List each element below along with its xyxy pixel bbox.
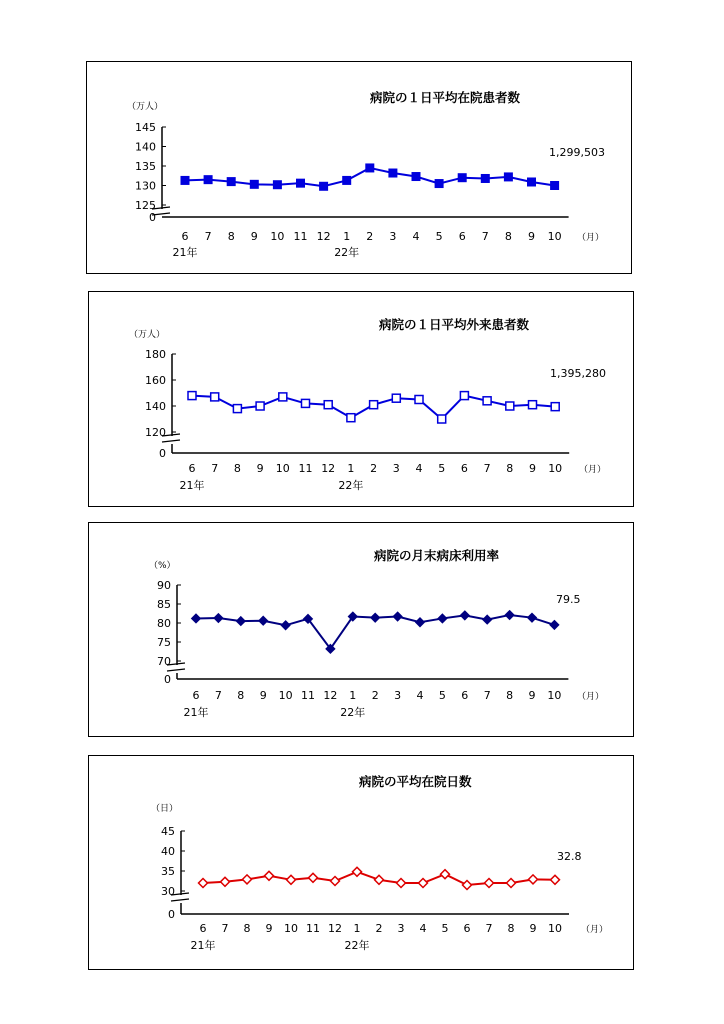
latest-value-label: 79.5 xyxy=(556,593,581,606)
y-unit-label: （万人） xyxy=(127,102,164,112)
data-point-marker xyxy=(221,877,230,886)
data-point-marker xyxy=(259,616,268,625)
data-point-marker xyxy=(347,414,355,422)
data-point-marker xyxy=(353,867,362,876)
x-tick-label: 8 xyxy=(506,689,514,702)
data-point-marker xyxy=(504,173,512,181)
x-unit-label: （月） xyxy=(577,233,605,243)
y-tick-label: 45 xyxy=(161,825,175,838)
y-tick-label: 180 xyxy=(145,348,166,361)
x-tick-label: 7 xyxy=(483,462,491,475)
data-point-marker xyxy=(214,614,223,623)
x-tick-label: 10 xyxy=(548,922,562,935)
year-label: 22年 xyxy=(338,479,364,492)
x-tick-label: 9 xyxy=(529,922,537,935)
year-label: 22年 xyxy=(344,939,370,952)
y-tick-label: 75 xyxy=(157,636,171,649)
x-tick-label: 7 xyxy=(214,689,222,702)
data-point-marker xyxy=(287,875,296,884)
data-point-marker xyxy=(551,403,559,411)
data-point-marker xyxy=(375,875,384,884)
x-tick-label: 4 xyxy=(412,230,420,243)
axis-break-mark xyxy=(162,440,180,442)
data-point-marker xyxy=(416,618,425,627)
x-tick-label: 11 xyxy=(301,689,315,702)
year-label: 21年 xyxy=(183,706,209,719)
x-tick-label: 9 xyxy=(259,689,267,702)
chart-panel-average-stay xyxy=(88,755,634,970)
x-tick-label: 6 xyxy=(463,922,471,935)
data-point-marker xyxy=(371,613,380,622)
data-point-marker xyxy=(483,397,491,405)
x-tick-label: 12 xyxy=(316,230,331,243)
chart-title: 病院の月末病床利用率 xyxy=(374,548,500,563)
x-tick-label: 4 xyxy=(419,922,427,935)
data-point-marker xyxy=(273,181,281,189)
y-tick-label: 120 xyxy=(145,426,166,439)
y-tick-label: 85 xyxy=(157,598,171,611)
x-tick-label: 10 xyxy=(284,922,298,935)
y-tick-label: 0 xyxy=(159,447,166,460)
y-tick-label: 125 xyxy=(135,199,156,212)
data-point-marker xyxy=(279,393,287,401)
y-tick-label: 35 xyxy=(161,865,175,878)
chart-average-stay xyxy=(89,756,635,971)
x-tick-label: 2 xyxy=(366,230,374,243)
x-unit-label: （月） xyxy=(579,465,607,475)
data-point-marker xyxy=(460,611,469,620)
x-tick-label: 7 xyxy=(483,689,491,702)
data-point-marker xyxy=(188,392,196,400)
data-point-marker xyxy=(211,393,219,401)
x-tick-label: 9 xyxy=(529,462,536,475)
y-tick-label: 160 xyxy=(145,374,166,387)
data-point-marker xyxy=(181,176,189,184)
data-point-marker xyxy=(389,169,397,177)
data-point-marker xyxy=(507,879,516,888)
data-point-marker xyxy=(529,401,537,409)
data-point-marker xyxy=(412,173,420,181)
y-tick-label: 0 xyxy=(168,908,175,921)
y-tick-label: 130 xyxy=(135,179,156,193)
x-tick-label: 8 xyxy=(243,922,251,935)
x-tick-label: 6 xyxy=(199,922,207,935)
x-tick-label: 8 xyxy=(504,230,512,243)
x-tick-label: 1 xyxy=(349,689,357,702)
x-tick-label: 10 xyxy=(270,230,285,243)
data-point-marker xyxy=(199,879,208,888)
data-point-marker xyxy=(320,182,328,190)
x-tick-label: 12 xyxy=(323,689,338,702)
x-tick-label: 6 xyxy=(192,689,200,702)
data-point-marker xyxy=(463,881,472,890)
data-point-marker xyxy=(485,879,494,888)
x-tick-label: 1 xyxy=(347,462,355,475)
chart-inpatients xyxy=(87,62,633,275)
data-point-marker xyxy=(236,617,245,626)
x-tick-label: 5 xyxy=(441,922,449,935)
y-unit-label: （万人） xyxy=(129,330,166,340)
year-label: 22年 xyxy=(334,246,360,259)
x-tick-label: 5 xyxy=(435,230,443,243)
x-tick-label: 8 xyxy=(233,462,241,475)
data-point-marker xyxy=(419,879,428,888)
data-point-marker xyxy=(250,180,258,188)
data-point-marker xyxy=(331,877,340,886)
x-tick-label: 7 xyxy=(485,922,493,935)
x-tick-label: 8 xyxy=(227,230,235,243)
x-tick-label: 9 xyxy=(265,922,273,935)
data-point-marker xyxy=(393,612,402,621)
data-point-marker xyxy=(551,182,559,190)
data-point-marker xyxy=(233,405,241,413)
data-point-marker xyxy=(256,402,264,410)
chart-panel-inpatients xyxy=(86,61,632,274)
x-tick-label: 9 xyxy=(528,230,535,243)
y-unit-label: （%） xyxy=(149,561,176,571)
data-point-marker xyxy=(281,621,290,630)
axis-break-mark xyxy=(171,899,189,901)
y-tick-label: 30 xyxy=(161,885,175,898)
chart-title: 病院の１日平均在院患者数 xyxy=(370,90,521,105)
data-point-marker xyxy=(227,178,235,186)
data-point-marker xyxy=(550,620,559,629)
data-point-marker xyxy=(435,180,443,188)
data-point-marker xyxy=(438,614,447,623)
data-point-marker xyxy=(370,401,378,409)
y-tick-label: 135 xyxy=(135,160,156,173)
data-point-marker xyxy=(528,178,536,186)
x-tick-label: 1 xyxy=(353,922,361,935)
x-tick-label: 3 xyxy=(397,922,405,935)
latest-value-label: 1,395,280 xyxy=(550,367,606,380)
data-point-marker xyxy=(438,415,446,423)
x-tick-label: 4 xyxy=(415,462,423,475)
year-label: 21年 xyxy=(179,479,205,492)
x-unit-label: （月） xyxy=(577,692,605,702)
y-tick-label: 140 xyxy=(135,140,156,154)
x-tick-label: 3 xyxy=(392,462,400,475)
data-point-marker xyxy=(204,176,212,184)
data-point-marker xyxy=(324,401,332,409)
x-tick-label: 4 xyxy=(416,689,424,702)
x-tick-label: 7 xyxy=(221,922,229,935)
x-tick-label: 6 xyxy=(181,230,189,243)
data-point-marker xyxy=(441,870,450,879)
x-tick-label: 2 xyxy=(371,689,379,702)
data-point-marker xyxy=(192,614,201,623)
x-tick-label: 11 xyxy=(306,922,320,935)
data-point-marker xyxy=(460,392,468,400)
x-tick-label: 7 xyxy=(211,462,219,475)
x-tick-label: 6 xyxy=(188,462,196,475)
chart-outpatients xyxy=(89,292,635,508)
chart-bed-utilization xyxy=(89,523,635,738)
data-point-marker xyxy=(458,174,466,182)
y-tick-label: 145 xyxy=(135,121,156,134)
x-tick-label: 2 xyxy=(375,922,383,935)
x-tick-label: 10 xyxy=(548,462,563,475)
x-tick-label: 6 xyxy=(458,230,466,243)
data-point-marker xyxy=(505,611,514,620)
data-point-marker xyxy=(302,399,310,407)
data-point-marker xyxy=(483,615,492,624)
data-point-marker xyxy=(309,873,318,882)
x-tick-label: 10 xyxy=(547,230,562,243)
y-tick-label: 80 xyxy=(157,617,171,630)
data-point-marker xyxy=(265,871,274,880)
x-tick-label: 7 xyxy=(204,230,212,243)
year-label: 21年 xyxy=(172,246,198,259)
x-tick-label: 9 xyxy=(256,462,264,475)
data-point-marker xyxy=(397,879,406,888)
x-tick-label: 9 xyxy=(250,230,258,243)
y-unit-label: （日） xyxy=(151,804,179,814)
x-tick-label: 8 xyxy=(507,922,515,935)
y-tick-label: 40 xyxy=(161,845,175,858)
latest-value-label: 32.8 xyxy=(557,850,582,863)
x-tick-label: 11 xyxy=(298,462,313,475)
data-point-marker xyxy=(343,176,351,184)
x-tick-label: 6 xyxy=(461,689,469,702)
x-tick-label: 10 xyxy=(547,689,562,702)
x-unit-label: （月） xyxy=(581,925,609,935)
data-point-marker xyxy=(529,875,538,884)
chart-title: 病院の１日平均外来患者数 xyxy=(379,317,530,332)
latest-value-label: 1,299,503 xyxy=(549,146,605,159)
y-tick-label: 90 xyxy=(157,579,171,592)
data-point-marker xyxy=(366,164,374,172)
y-tick-label: 0 xyxy=(164,673,171,686)
data-point-marker xyxy=(551,875,560,884)
x-tick-label: 11 xyxy=(293,230,308,243)
data-point-marker xyxy=(415,396,423,404)
x-tick-label: 5 xyxy=(438,689,446,702)
x-tick-label: 10 xyxy=(275,462,290,475)
data-point-marker xyxy=(243,875,252,884)
data-point-marker xyxy=(528,613,537,622)
chart-panel-bed-utilization xyxy=(88,522,634,737)
data-point-marker xyxy=(297,179,305,187)
year-label: 21年 xyxy=(190,939,216,952)
year-label: 22年 xyxy=(340,706,366,719)
x-tick-label: 12 xyxy=(321,462,336,475)
chart-title: 病院の平均在院日数 xyxy=(359,774,472,789)
x-tick-label: 9 xyxy=(528,689,536,702)
x-tick-label: 8 xyxy=(237,689,245,702)
x-tick-label: 5 xyxy=(438,462,446,475)
x-tick-label: 3 xyxy=(389,230,397,243)
data-point-marker xyxy=(506,402,514,410)
data-point-marker xyxy=(392,394,400,402)
x-tick-label: 2 xyxy=(370,462,378,475)
y-tick-label: 70 xyxy=(157,655,171,668)
data-point-marker xyxy=(481,174,489,182)
chart-panel-outpatients xyxy=(88,291,634,507)
y-tick-label: 140 xyxy=(145,400,166,413)
x-tick-label: 12 xyxy=(328,922,342,935)
x-tick-label: 7 xyxy=(481,230,489,243)
y-tick-label: 0 xyxy=(149,211,156,224)
x-tick-label: 10 xyxy=(278,689,293,702)
x-tick-label: 8 xyxy=(506,462,514,475)
x-tick-label: 1 xyxy=(343,230,351,243)
x-tick-label: 6 xyxy=(460,462,468,475)
axis-break-mark xyxy=(167,669,185,671)
x-tick-label: 3 xyxy=(394,689,402,702)
